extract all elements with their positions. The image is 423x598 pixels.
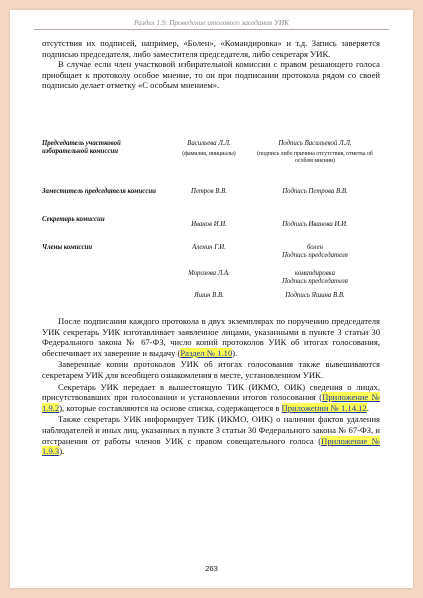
paragraph-attendees: [42, 382, 380, 414]
sign-chair-text: Подпись Васильевой Л.Л.: [278, 140, 352, 147]
paragraph-removals-text: Также секретарь УИК информирует ТИК (ИКМО, ОИК) о наличии фактов удаления наблюдателей и иных лиц, указанных в пункте 3 статьи 30 Федерального закона № 67-ФЗ, и отстранения от работы членов УИК с правом совещательного голоса (: [42, 414, 380, 446]
procedure-text: [42, 316, 380, 458]
paragraph-removals-end: ).: [59, 446, 65, 457]
sign-deputy: Подпись Петрова В.В.: [282, 188, 348, 195]
paragraph-copies: [42, 316, 380, 358]
intro-paragraph-1: отсутствия их подписей, например, «Болен», «Командировка» и т.д. Запись заверяется подписью председателя, либо заместителя председателя, либо секретаря УИК.: [42, 38, 380, 59]
name-chair-note: (фамилия, инициалы): [182, 151, 236, 158]
paragraph-attendees-text: Секретарь УИК передает в вышестоящую ТИК (ИКМО, ОИК) сведения о лицах, присутствовавших при голосовании и установлении итогов голосования (: [42, 381, 380, 403]
intro-paragraph-2: В случае если член участковой избирательной комиссии с правом решающего голоса приобщает к протоколу особое мнение, то он при подписании протокола рядом со своей подписью делает отметку «С особым мнением».: [42, 59, 380, 91]
name-member-2: Морозова Л.А.: [188, 270, 230, 277]
sign-chair: [250, 140, 380, 165]
page-number: 263: [205, 564, 218, 573]
intro-text: [42, 38, 380, 91]
link-appendix-1-9-2[interactable]: Приложение № 1.9.2: [42, 392, 380, 413]
paragraph-posting: Заверенные копии протоколов УИК об итогах голосования также вывешиваются секретарем УИК для всеобщего ознакомления в месте, установленном УИК.: [42, 359, 380, 380]
name-member-3: Яшин В.В.: [194, 292, 224, 299]
paragraph-attendees-end: .: [366, 402, 369, 413]
link-appendix-1-9-3[interactable]: Приложение № 1.9.3: [42, 435, 380, 457]
paragraph-copies-text: После подписания каждого протокола в двух экземплярах по поручению председателя УИК секретарь УИК изготавливает заявленное лицами, указанными в пункте 3 статьи 30 Федерального закона № 67-ФЗ, число копий протоколов УИК об итогах голосования, обеспечивает их заверение и выдачу (: [42, 316, 380, 358]
name-secretary: Иванов И.И.: [191, 221, 227, 228]
role-deputy: Заместитель председателя комиссии: [42, 188, 156, 195]
role-secretary: Секретарь комиссии: [42, 216, 105, 223]
sign-member-2-chair: Подпись председателя: [282, 278, 348, 286]
sign-member-2: [250, 270, 380, 287]
document-page: [10, 10, 413, 588]
link-appendix-1-14-12[interactable]: Приложении № 1.14.12: [281, 402, 367, 413]
header-divider: [34, 29, 389, 30]
paragraph-copies-end: ).: [232, 347, 238, 358]
sign-member-2-reason: командировка: [294, 270, 336, 277]
role-chair: Председатель участковой избирательной комиссии: [42, 140, 121, 156]
sign-member-3: Подпись Яшина В.В.: [285, 292, 345, 299]
paragraph-attendees-mid: ), которые составляются на основе списка, содержащегося в: [59, 402, 282, 413]
role-members: Члены комиссии: [42, 244, 93, 251]
sign-chair-note: (подпись либо причина отсутствия, отметка об особом мнении): [257, 151, 373, 165]
running-header: Раздел 1.9. Проведение итогового заседания УИК: [134, 18, 289, 27]
sign-member-1-chair: Подпись председателя: [282, 252, 348, 260]
name-chair-text: Васильева Л.Л.: [187, 140, 231, 147]
sign-member-1: [250, 244, 380, 261]
paragraph-removals: [42, 414, 380, 456]
sign-member-1-reason: болен: [306, 244, 324, 251]
link-section-1-10[interactable]: Раздел № 1.10: [180, 347, 233, 358]
name-member-1: Аленин Г.И.: [192, 244, 226, 251]
name-deputy: Петров В.В.: [191, 188, 227, 195]
sign-secretary: Подпись Иванова И.И.: [282, 221, 348, 228]
name-chair: [170, 140, 248, 158]
